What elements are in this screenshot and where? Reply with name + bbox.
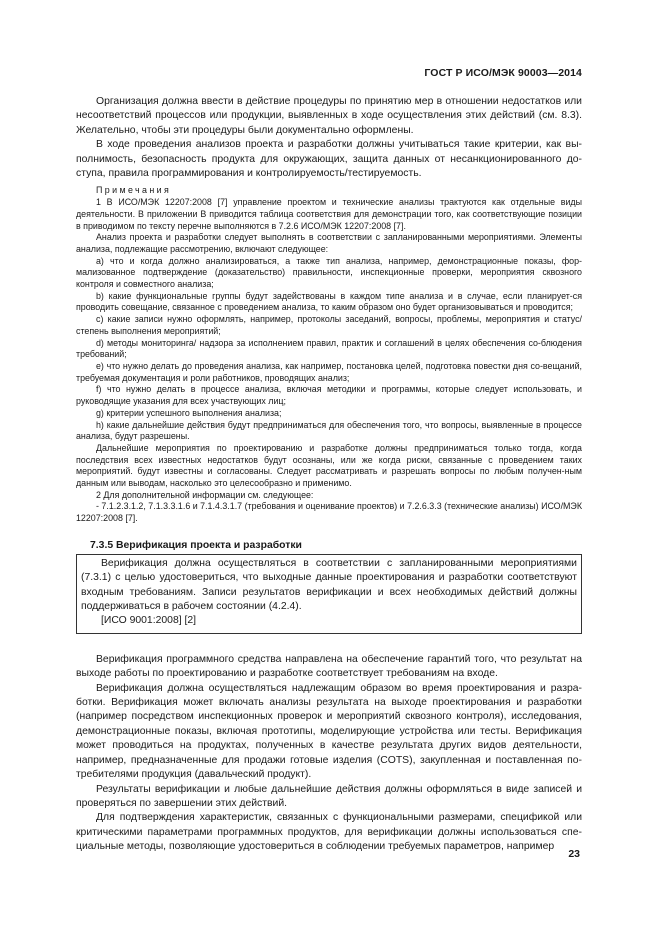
note-item-f: f) что нужно делать в процессе анализа, включая методики и программы, которые следует использовать, и руководящие указания для всех участвующих лиц; — [76, 384, 582, 407]
body-paragraph-2: Верификация должна осуществляться надлежащим образом во время проектирования и разра-ботки. Верификация может включать анализы результата на выходе проектирования и разработки (например посредством инспекционных проверок и мероприятий сквозного контроля), исследования, демонстрационные показы, включая прототипы, моделирующие устройства или тесты. Верификация может проводиться на продуктах, полученных в качестве результата других видов деятельности, например, предназначенные для продажи готовые изделия (COTS), закупленная и поставленная по-требителями продукция (давальческий продукт). — [76, 682, 582, 781]
note-1: 1 В ИСО/МЭК 12207:2008 [7] управление проектом и технические анализы трактуются как отдельные виды деятельности. В приложении В приводится таблица соответствия для демонстрации того, как соответствующие позиции в приводимом по тексту перечне выполняются в 7.2.6 ИСО/МЭК 12207:2008 [7]. — [76, 197, 582, 231]
standard-header: ГОСТ Р ИСО/МЭК 90003—2014 — [424, 67, 582, 79]
section-heading: 7.3.5 Верификация проекта и разработки — [90, 539, 302, 551]
quoted-requirement-text: Верификация должна осуществляться в соответствии с запланированными мероприятиями (7.3.1) с целью удостовериться, что выходные данные проектирования и разработки соответствуют входным требованиям. Записи результатов верификации и всех необходимых действий должны поддерживаться в рабочем состоянии (4.2.4). — [81, 557, 577, 613]
page-number: 23 — [568, 848, 580, 860]
note-item-a: a) что и когда должно анализироваться, а также тип анализа, например, демонстрационные показы, фор-мализованное подтверждение (доказательство) правильности, инспекционные проверки, мероприятия сквозного контроля и совместного анализа; — [76, 255, 582, 290]
notes-block — [76, 185, 582, 524]
note-analysis-intro: Анализ проекта и разработки следует выполнять в соответствии с запланированными мероприятиями. Элементы анализа, подлежащие рассмотрению, включают следующее: — [76, 232, 582, 254]
note-item-g: g) критерии успешного выполнения анализа; — [96, 407, 282, 418]
intro-paragraph-1: Организация должна ввести в действие процедуры по принятию мер в отношении недостатков или несоответствий процессов или продукции, выявленных в ходе осуществления этих действий (см. 8.3). Желательно, чтобы эти процедуры были документально оформлены. — [76, 96, 582, 136]
note-2-references: - 7.1.2.3.1.2, 7.1.3.3.1.6 и 7.1.4.3.1.7 (требования и оценивание проектов) и 7.2.6.3.3 (технические анализы) ИСО/МЭК 12207:2008 [7]. — [76, 501, 582, 524]
note-item-c: c) какие записи нужно оформлять, например, протоколы заседаний, вопросы, проблемы, мероприятия и статус/ степень выполнения мероприятий; — [76, 314, 582, 336]
note-item-b: b) какие функциональные группы будут задействованы в каждом типе анализа и в случае, если планирует-ся проводить совещание, связанное с проведением анализа, то каким образом оно будет организовываться и проводится; — [76, 290, 582, 313]
note-item-h: h) какие дальнейшие действия будут предприниматься для обеспечения того, что вопросы, выявленные в процессе анализа, будут разрешены. — [76, 419, 582, 442]
body-paragraph-3: Результаты верификации и любые дальнейшие действия должны оформляться в виде записей и проверяться по завершении этих действий. — [76, 783, 582, 809]
note-2: 2 Для дополнительной информации см. следующее: — [96, 489, 314, 500]
quoted-requirement-reference: [ИСО 9001:2008] [2] — [101, 615, 197, 627]
page-content — [76, 95, 582, 855]
intro-paragraph-2: В ходе проведения анализов проекта и разработки должны учитываться такие критерии, как вы-полнимость, безопасность продукта для окружающих, защита данных от несанкционированного до-ступа, правила программирования и контролируемость/тестируемость. — [76, 139, 582, 180]
note-item-e: e) что нужно делать до проведения анализа, как например, постановка целей, подготовка повестки дня со-вещаний, требуемая документация и роли работников, проводящих анализ; — [76, 360, 582, 383]
body-paragraph-1: Верификация программного средства направлена на обеспечение гарантий того, что результат на выходе работы по проектированию и разработке соответствует требованиям на входе. — [76, 653, 582, 680]
notes-title: Примечания — [96, 185, 172, 196]
note-item-d: d) методы мониторинга/ надзора за исполнением правил, практик и соглашений в целях обеспечения со-блюдения требований; — [76, 337, 582, 360]
quoted-requirement-box — [76, 554, 582, 634]
note-further-measures: Дальнейшие мероприятия по проектированию и разработке должны предприниматься только тогда, когда последствия всех известных недостатков будут осознаны, или же когда риски, связанные с проведением таких мероприятий. будут известны и согласованы. Следует рассматривать и разрешать вопросы по любым получен-ным данным или выводам, насколько это целесообразно и применимо. — [76, 442, 582, 489]
body-paragraph-4: Для подтверждения характеристик, связанных с функциональными размерами, спецификой или критическими параметрами программных продуктов, для верификации должны использоваться спе-циальные методы, позволяющие удостовериться в соблюдении требуемых параметров, например — [76, 812, 582, 853]
